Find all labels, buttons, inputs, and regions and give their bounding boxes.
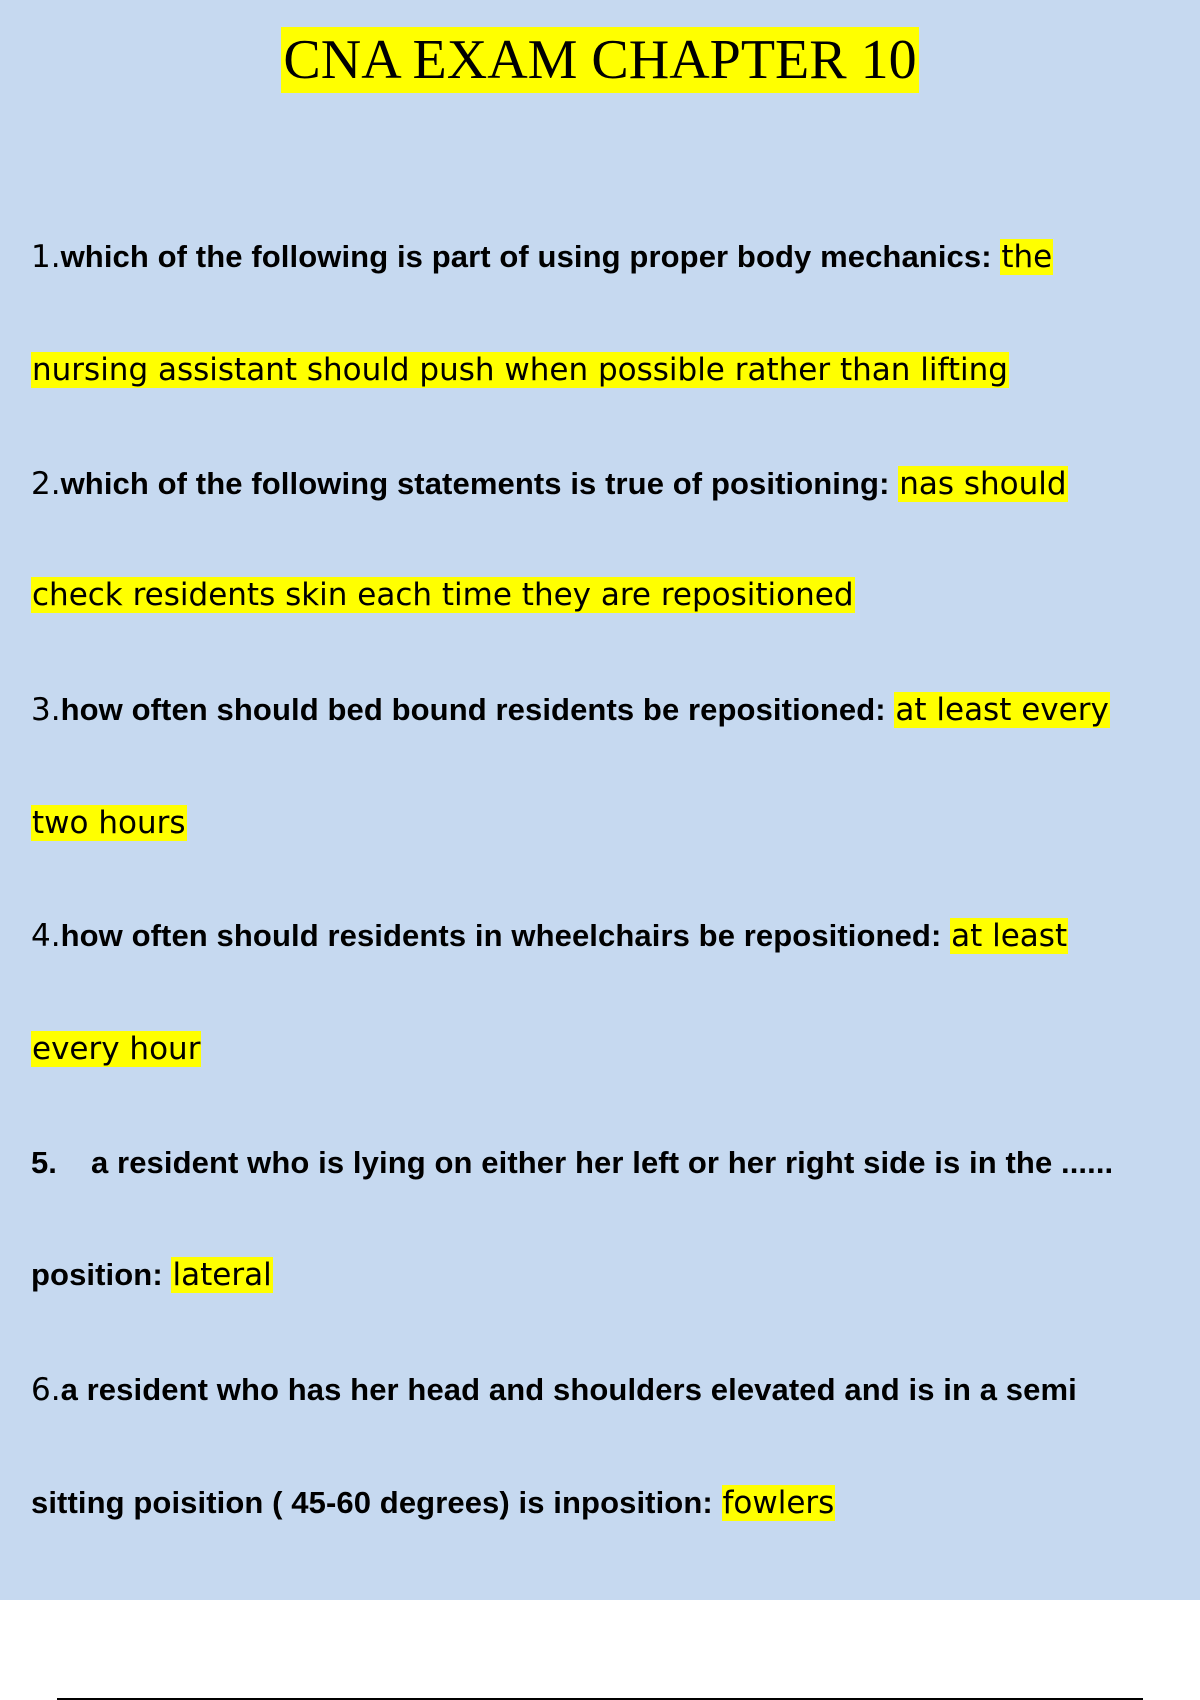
page-title-text: CNA EXAM CHAPTER 10: [283, 29, 917, 91]
item-number: 2.: [31, 466, 61, 502]
item-number: 5.: [31, 1145, 57, 1180]
question-text: sitting poisition ( 45-60 degrees) is inposition:: [31, 1485, 722, 1520]
answer-text: nursing assistant should push when possible rather than lifting: [32, 352, 1008, 388]
question-text: which of the following statements is true of positioning:: [60, 466, 899, 501]
answer-text: at least: [951, 918, 1068, 954]
answer-text: check residents skin each time they are repositioned: [32, 577, 854, 613]
question-line: [31, 237, 1053, 277]
question-line: [31, 690, 1110, 730]
question-line: [31, 916, 1068, 956]
item-number: 3.: [31, 692, 61, 728]
question-text: a resident who is lying on either her left or her right side is in the ......: [91, 1145, 1114, 1180]
answer-line: [31, 1029, 201, 1069]
question-line: [31, 1370, 1077, 1410]
item-number: 1.: [31, 239, 61, 275]
answer-line: [31, 1255, 273, 1295]
question-text: which of the following is part of using proper body mechanics:: [60, 239, 1001, 274]
answer-line: [31, 1483, 835, 1523]
answer-text: two hours: [32, 805, 186, 841]
question-text: position:: [31, 1257, 172, 1292]
question-line: [31, 1143, 1113, 1183]
answer-line: [31, 350, 1009, 390]
answer-text: lateral: [172, 1257, 272, 1293]
question-line: [31, 464, 1068, 504]
question-text: how often should residents in wheelchairs be repositioned:: [60, 918, 951, 953]
question-text: a resident who has her head and shoulders elevated and is in a semi: [60, 1372, 1077, 1407]
answer-line: [31, 575, 855, 615]
page-title: [0, 30, 1200, 92]
answer-text: fowlers: [722, 1485, 835, 1521]
answer-text: nas should: [899, 466, 1067, 502]
answer-text: every hour: [32, 1031, 201, 1067]
item-number: 4.: [31, 918, 61, 954]
item-number: 6.: [31, 1372, 61, 1408]
answer-text: the: [1001, 239, 1053, 275]
answer-text: at least every: [895, 692, 1109, 728]
answer-line: [31, 803, 187, 843]
question-text: how often should bed bound residents be repositioned:: [60, 692, 895, 727]
